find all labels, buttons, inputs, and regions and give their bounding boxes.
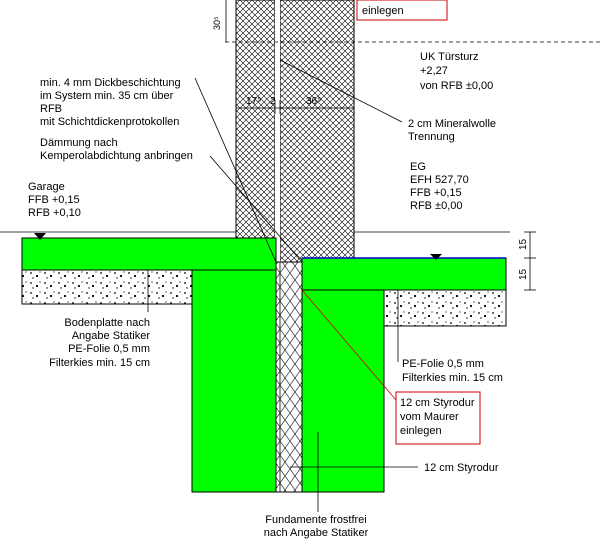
eg-gravel-layer [384,290,506,326]
svg-text:Fundamente frostfrei: Fundamente frostfrei [265,514,367,526]
dimension-2: 2 [270,96,276,107]
svg-text:min. 4 mm Dickbeschichtung: min. 4 mm Dickbeschichtung [40,77,181,89]
mineralwolle-label [408,118,496,143]
svg-text:Trennung: Trennung [408,131,455,143]
daemmung-label [40,137,193,162]
svg-text:FFB +0,15: FFB +0,15 [28,194,80,206]
svg-text:RFB +0,10: RFB +0,10 [28,207,81,219]
svg-text:Garage: Garage [28,181,65,193]
dimension-17: 17⁵ [246,96,262,107]
svg-text:mit Schichtdickenprotokollen: mit Schichtdickenprotokollen [40,116,180,128]
svg-text:Bodenplatte nach: Bodenplatte nach [64,317,150,329]
garage-gravel-layer [22,270,192,304]
svg-text:Filterkies min. 15 cm: Filterkies min. 15 cm [49,357,150,369]
svg-text:RFB: RFB [40,103,62,115]
svg-text:EFH 527,70: EFH 527,70 [410,174,469,186]
mineral-wool-gap [275,0,280,262]
svg-text:EG: EG [410,161,426,173]
svg-text:PE-Folie 0,5 mm: PE-Folie 0,5 mm [402,358,484,370]
svg-text:+2,27: +2,27 [420,65,448,77]
svg-text:Kemperolabdichtung anbringen: Kemperolabdichtung anbringen [40,150,193,162]
dimension-15-bottom: 15 [518,268,529,280]
masonry-wall [236,0,354,262]
uk-tuersturz-label [420,51,493,92]
svg-text:im System min. 35 cm über: im System min. 35 cm über [40,90,174,102]
svg-text:Angabe Statiker: Angabe Statiker [71,330,150,342]
svg-text:nach Angabe Statiker: nach Angabe Statiker [263,527,369,539]
foundation-body [192,270,276,492]
pe-folie-label [402,358,503,384]
svg-text:vom Maurer: vom Maurer [400,411,459,423]
svg-text:PE-Folie 0,5 mm: PE-Folie 0,5 mm [68,343,150,355]
dimension-36: 36⁵ [306,96,322,107]
svg-text:RFB ±0,00: RFB ±0,00 [410,200,463,212]
svg-text:Dämmung nach: Dämmung nach [40,137,118,149]
styrodur-maurer-label [400,397,475,437]
svg-text:einlegen: einlegen [400,425,442,437]
eg-level-label [410,161,469,212]
svg-text:FFB +0,15: FFB +0,15 [410,187,462,199]
dimension-30: 30⁵ [212,16,222,30]
garage-level-label [28,181,81,219]
eg-floor-slab [302,258,506,290]
garage-floor-slab [22,238,276,270]
dickbeschichtung-label [40,77,181,128]
foundation-right [302,290,384,492]
top-note: einlegen [362,5,404,17]
svg-text:von RFB ±0,00: von RFB ±0,00 [420,80,494,92]
dimension-15-top: 15 [518,238,529,250]
svg-text:Filterkies min. 15 cm: Filterkies min. 15 cm [402,372,503,384]
svg-text:UK Türsturz: UK Türsturz [420,51,479,63]
styrodur-label: 12 cm Styrodur [424,462,499,474]
bodenplatte-label [49,317,150,369]
svg-text:2 cm Mineralwolle: 2 cm Mineralwolle [408,118,497,130]
fundament-label [264,514,369,539]
svg-text:12 cm Styrodur: 12 cm Styrodur [400,397,475,409]
